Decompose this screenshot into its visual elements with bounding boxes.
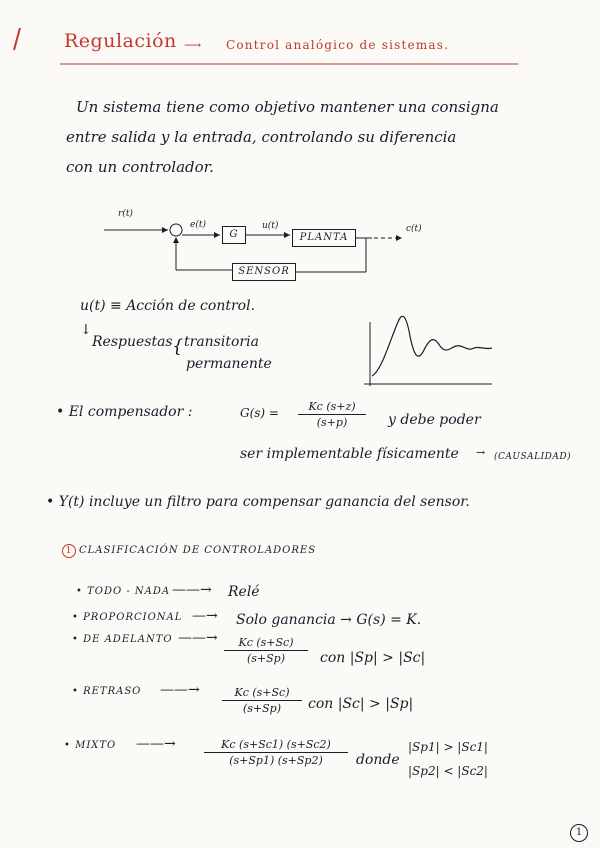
compensator-fraction bbox=[298, 400, 366, 429]
sensor-note: • Y(t) incluye un filtro para compensar ganancia del sensor. bbox=[46, 494, 470, 510]
class-proporcional-arrow: —→ bbox=[192, 608, 218, 624]
class-retraso-numerator: Kc (s+Sc) bbox=[222, 686, 302, 701]
title-arrow: ⟶ bbox=[184, 38, 203, 52]
class-mixto-condition-1: |Sp1| > |Sc1| bbox=[408, 740, 488, 754]
block-plant: PLANTA bbox=[292, 229, 356, 247]
class-todo-nada-name: • TODO - NADA bbox=[76, 586, 171, 597]
block-sensor: SENSOR bbox=[232, 263, 296, 281]
intro-line-3: con un controlador. bbox=[66, 158, 214, 176]
brace-icon: { bbox=[172, 336, 184, 357]
class-adelanto-fraction bbox=[224, 636, 308, 665]
class-mixto-numerator: Kc (s+Sc1) (s+Sc2) bbox=[204, 738, 348, 753]
class-adelanto-denominator: (s+Sp) bbox=[246, 652, 286, 665]
responses-label: Respuestas bbox=[92, 334, 173, 350]
causal-arrow-icon: → bbox=[476, 446, 486, 459]
down-arrow-icon: ↓ bbox=[80, 322, 92, 338]
class-mixto-fraction bbox=[204, 738, 348, 767]
permanent-label: permanente bbox=[186, 356, 272, 372]
page-number: 1 bbox=[570, 824, 588, 842]
section-heading bbox=[62, 544, 316, 558]
class-retraso-denominator: (s+Sp) bbox=[242, 702, 282, 715]
compensator-suffix: y debe poder bbox=[388, 412, 481, 428]
output-signal-label: c(t) bbox=[406, 224, 422, 234]
control-signal-label: u(t) bbox=[262, 221, 279, 231]
class-mixto-condition-2: |Sp2| < |Sc2| bbox=[408, 764, 488, 778]
causality-tag: (CAUSALIDAD) bbox=[494, 452, 572, 462]
intro-line-1: Un sistema tiene como objetivo mantener una consigna bbox=[76, 98, 499, 116]
page-subtitle: Control analógico de sistemas. bbox=[226, 38, 450, 52]
compensator-line-2: ser implementable físicamente bbox=[240, 446, 459, 462]
page-title: Regulación bbox=[64, 30, 177, 52]
block-g: G bbox=[222, 226, 246, 244]
control-action-text: u(t) ≡ Acción de control. bbox=[80, 298, 256, 314]
class-proporcional-desc: Solo ganancia → G(s) = K. bbox=[236, 612, 422, 628]
error-signal-label: e(t) bbox=[190, 220, 206, 230]
class-mixto-denominator: (s+Sp1) (s+Sp2) bbox=[229, 754, 323, 767]
input-signal-label: r(t) bbox=[118, 209, 133, 219]
class-proporcional-name: • PROPORCIONAL bbox=[72, 612, 183, 623]
class-retraso-fraction bbox=[222, 686, 302, 715]
intro-line-2: entre salida y la entrada, controlando su diferencia bbox=[66, 128, 457, 146]
class-retraso-arrow: ——→ bbox=[160, 682, 200, 698]
gs-label: G(s) = bbox=[240, 406, 279, 420]
class-adelanto-condition: con |Sp| > |Sc| bbox=[320, 650, 426, 666]
step-response-curve bbox=[372, 316, 492, 376]
class-adelanto-numerator: Kc (s+Sc) bbox=[224, 636, 308, 651]
class-retraso-name: • RETRASO bbox=[72, 686, 142, 697]
class-mixto-where: donde bbox=[356, 752, 400, 768]
compensator-bullet: • El compensador : bbox=[56, 404, 193, 420]
transient-label: transitoria bbox=[184, 334, 259, 350]
class-mixto-name: • MIXTO bbox=[64, 740, 117, 751]
class-adelanto-arrow: ——→ bbox=[178, 630, 218, 646]
section-number: 1 bbox=[62, 544, 76, 558]
section-title: CLASIFICACIÓN DE CONTROLADORES bbox=[79, 545, 317, 556]
compensator-numerator: Kc (s+z) bbox=[298, 400, 366, 415]
class-adelanto-name: • DE ADELANTO bbox=[72, 634, 173, 645]
class-retraso-condition: con |Sc| > |Sp| bbox=[308, 696, 414, 712]
class-mixto-arrow: ——→ bbox=[136, 736, 176, 752]
class-todo-nada-arrow: ——→ bbox=[172, 582, 212, 598]
compensator-denominator: (s+p) bbox=[316, 416, 348, 429]
class-todo-nada-desc: Relé bbox=[228, 584, 260, 600]
